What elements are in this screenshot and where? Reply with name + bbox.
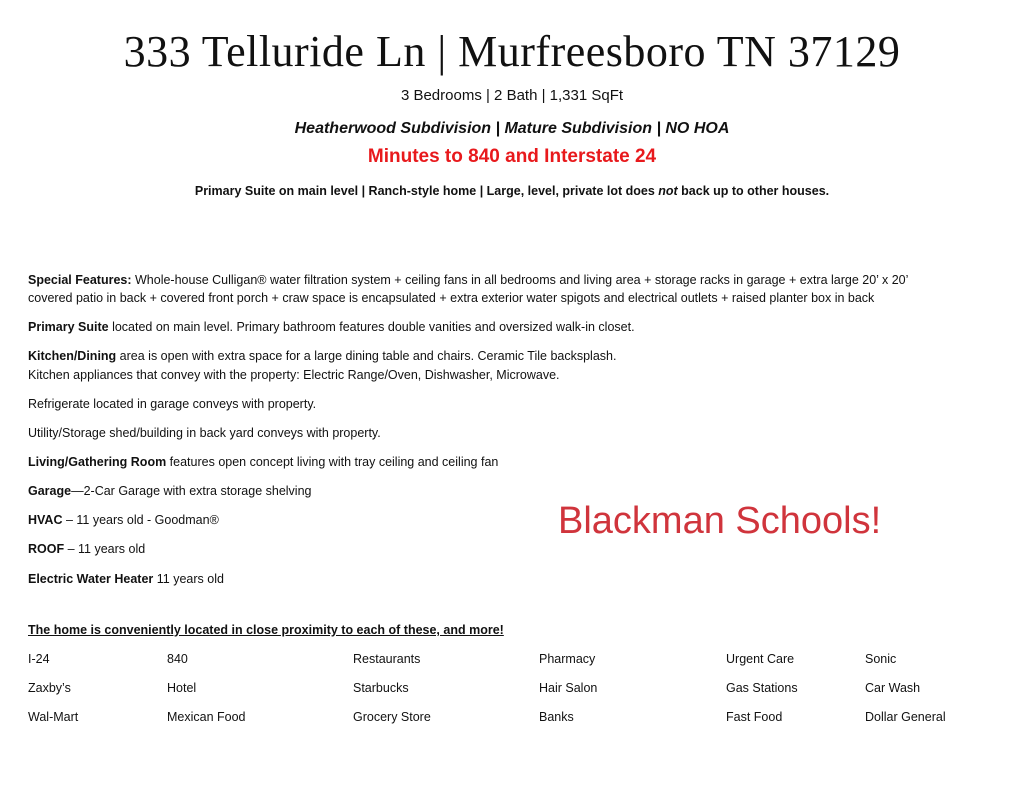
highlights-pre: Primary Suite on main level | Ranch-style home | Large, level, private lot does [194, 184, 659, 198]
primary-suite-label: Primary Suite [28, 320, 109, 334]
subdivision-line: Heatherwood Subdivision | Mature Subdivision | NO HOA [294, 120, 730, 137]
highlights-line [0, 183, 1024, 199]
roof-para [28, 540, 145, 558]
water-heater-label: Electric Water Heater [28, 572, 154, 586]
nearby-item: I-24 [28, 652, 50, 666]
hvac-para [28, 511, 219, 529]
refrigerator-para: Refrigerate located in garage conveys with property. [28, 397, 317, 411]
special-features-line2: covered patio in back + covered front porch + craw space is encapsulated + extra exterior water spigots and electrical outlets + raised planter box in back [28, 291, 875, 305]
water-heater-text: 11 years old [153, 572, 224, 586]
kitchen-label: Kitchen/Dining [28, 349, 117, 363]
highlights-post: back up to other houses. [677, 184, 830, 198]
nearby-item: Fast Food [726, 710, 783, 724]
special-features-line1 [28, 271, 908, 289]
special-features-text1: Whole-house Culligan® water filtration system + ceiling fans in all bedrooms and living area + storage racks in garage + extra large 20’ x 20’ [131, 273, 909, 287]
schools-callout: Blackman Schools! [558, 500, 882, 542]
address-title: 333 Telluride Ln | Murfreesboro TN 37129 [123, 27, 901, 76]
roof-label: ROOF [28, 542, 65, 556]
nearby-item: Dollar General [865, 710, 946, 724]
highlights-emphasis: not [658, 184, 678, 198]
special-features-label: Special Features: [28, 273, 132, 287]
nearby-item: Wal-Mart [28, 710, 79, 724]
home-stats: 3 Bedrooms | 2 Bath | 1,331 SqFt [400, 87, 624, 104]
nearby-item: Sonic [865, 652, 897, 666]
kitchen-para [28, 347, 616, 365]
garage-para [28, 482, 311, 500]
living-room-label: Living/Gathering Room [28, 455, 167, 469]
hvac-label: HVAC [28, 513, 63, 527]
garage-text: —2-Car Garage with extra storage shelving [71, 484, 312, 498]
nearby-item: Starbucks [353, 681, 409, 695]
nearby-item: Gas Stations [726, 681, 798, 695]
nearby-item: Banks [539, 710, 574, 724]
nearby-item: Zaxby’s [28, 681, 71, 695]
utility-shed-para: Utility/Storage shed/building in back yard conveys with property. [28, 426, 381, 440]
kitchen-text: area is open with extra space for a large dining table and chairs. Ceramic Tile backsplash. [116, 349, 617, 363]
living-room-para [28, 453, 498, 471]
nearby-item: Pharmacy [539, 652, 596, 666]
kitchen-appliances: Kitchen appliances that convey with the property: Electric Range/Oven, Dishwasher, Microwave. [28, 368, 560, 382]
nearby-item: Hair Salon [539, 681, 598, 695]
hvac-text: – 11 years old - Goodman® [62, 513, 219, 527]
nearby-heading: The home is conveniently located in close proximity to each of these, and more! [28, 623, 504, 637]
nearby-item: Car Wash [865, 681, 921, 695]
primary-suite-para [28, 318, 635, 336]
nearby-item: Restaurants [353, 652, 421, 666]
nearby-item: 840 [167, 652, 188, 666]
water-heater-para [28, 570, 224, 588]
primary-suite-text: located on main level. Primary bathroom features double vanities and oversized walk-in closet. [108, 320, 635, 334]
living-room-text: features open concept living with tray ceiling and ceiling fan [166, 455, 499, 469]
nearby-item: Hotel [167, 681, 197, 695]
nearby-item: Grocery Store [353, 710, 431, 724]
minutes-highlight: Minutes to 840 and Interstate 24 [367, 146, 657, 167]
roof-text: – 11 years old [64, 542, 146, 556]
nearby-item: Urgent Care [726, 652, 795, 666]
nearby-item: Mexican Food [167, 710, 246, 724]
garage-label: Garage [28, 484, 72, 498]
